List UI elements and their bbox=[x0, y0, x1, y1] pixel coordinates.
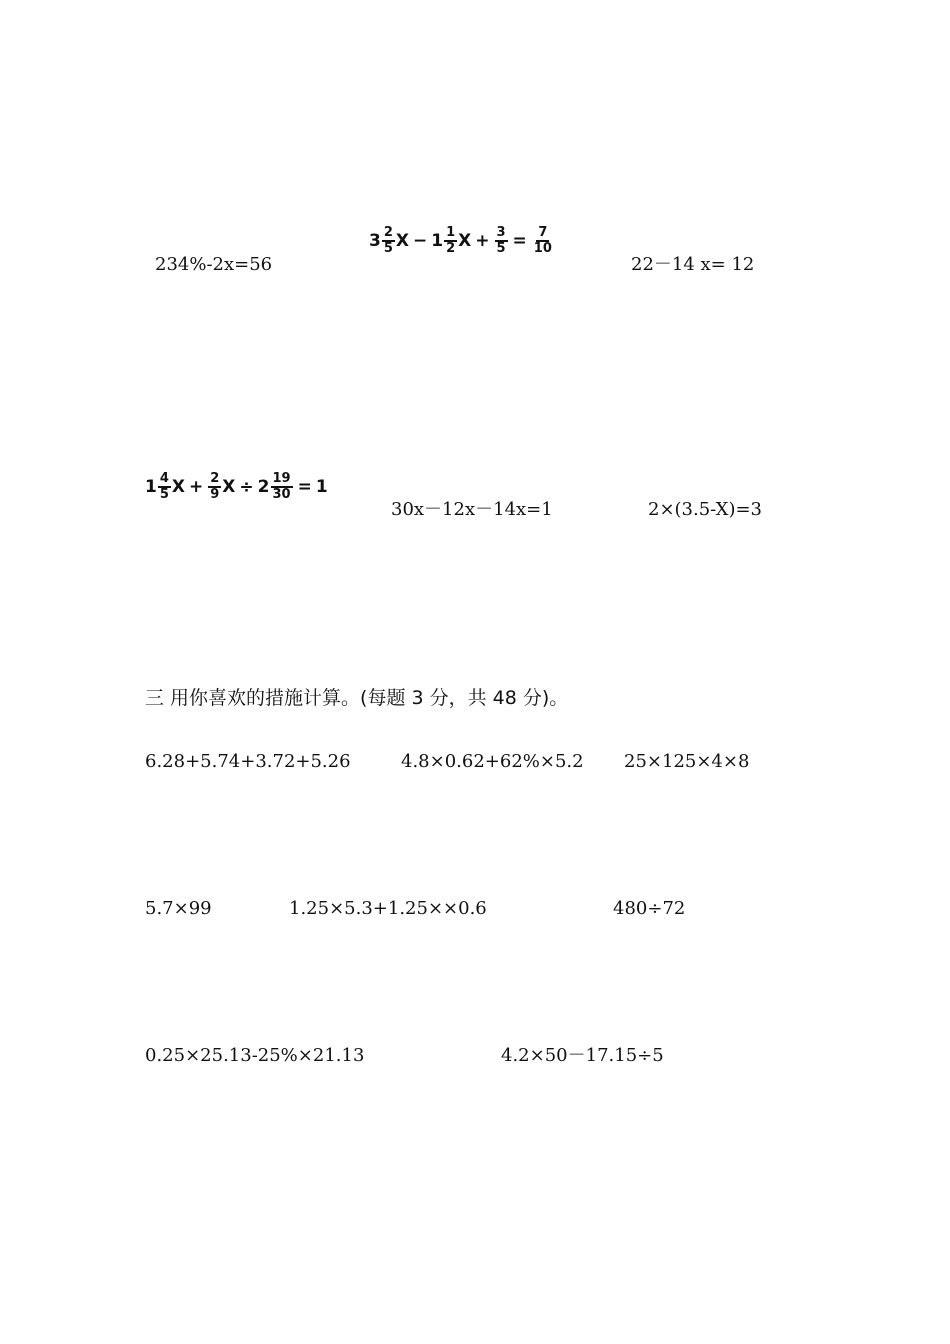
equals-sign: = bbox=[512, 231, 527, 251]
variable: X bbox=[171, 477, 185, 497]
expression: 6.28+5.74+3.72+5.26 bbox=[145, 751, 351, 772]
operator: − bbox=[413, 231, 428, 251]
variable: X bbox=[395, 231, 409, 251]
operator: + bbox=[189, 477, 204, 497]
expression: 25×125×4×8 bbox=[624, 751, 750, 772]
result-number: 1 bbox=[315, 477, 328, 497]
fraction: $\frac{7}{10}$ bbox=[533, 225, 552, 256]
equation-parentheses: 2×(3.5-X)=3 bbox=[648, 499, 762, 520]
whole-number: 1 bbox=[145, 477, 157, 497]
whole-number: 1 bbox=[431, 231, 444, 251]
fraction: $\frac{19}{30}$ bbox=[272, 471, 291, 502]
operator: ÷ bbox=[239, 477, 254, 497]
expression: 5.7×99 bbox=[145, 898, 212, 919]
fraction: $\frac{3}{5}$ bbox=[496, 225, 506, 256]
fraction: $\frac{2}{9}$ bbox=[210, 471, 220, 502]
equals-sign: = bbox=[297, 477, 312, 497]
expression: 1.25×5.3+1.25××0.6 bbox=[289, 898, 487, 919]
fraction: $\frac{1}{2}$ bbox=[446, 225, 456, 256]
variable: X bbox=[222, 477, 236, 497]
fraction-equation-b bbox=[145, 472, 328, 502]
fraction: $\frac{4}{5}$ bbox=[159, 471, 169, 502]
fraction-equation-a bbox=[369, 226, 555, 256]
whole-number: 2 bbox=[257, 477, 270, 497]
equation-subtraction: 22－14 x= 12 bbox=[631, 254, 755, 275]
expression: 4.2×50－17.15÷5 bbox=[501, 1045, 664, 1066]
equation-combine-terms: 30x－12x－14x=1 bbox=[391, 499, 553, 520]
expression: 480÷72 bbox=[613, 898, 686, 919]
expression: 0.25×25.13-25%×21.13 bbox=[145, 1045, 365, 1066]
operator: + bbox=[475, 231, 490, 251]
expression: 4.8×0.62+62%×5.2 bbox=[401, 751, 584, 772]
fraction: $\frac{2}{5}$ bbox=[383, 225, 393, 256]
whole-number: 3 bbox=[369, 231, 381, 251]
section-heading: 三 用你喜欢的措施计算。(每题 3 分，共 48 分)。 bbox=[145, 687, 569, 709]
equation-percent: 234%-2x=56 bbox=[155, 254, 273, 275]
variable: X bbox=[458, 231, 472, 251]
